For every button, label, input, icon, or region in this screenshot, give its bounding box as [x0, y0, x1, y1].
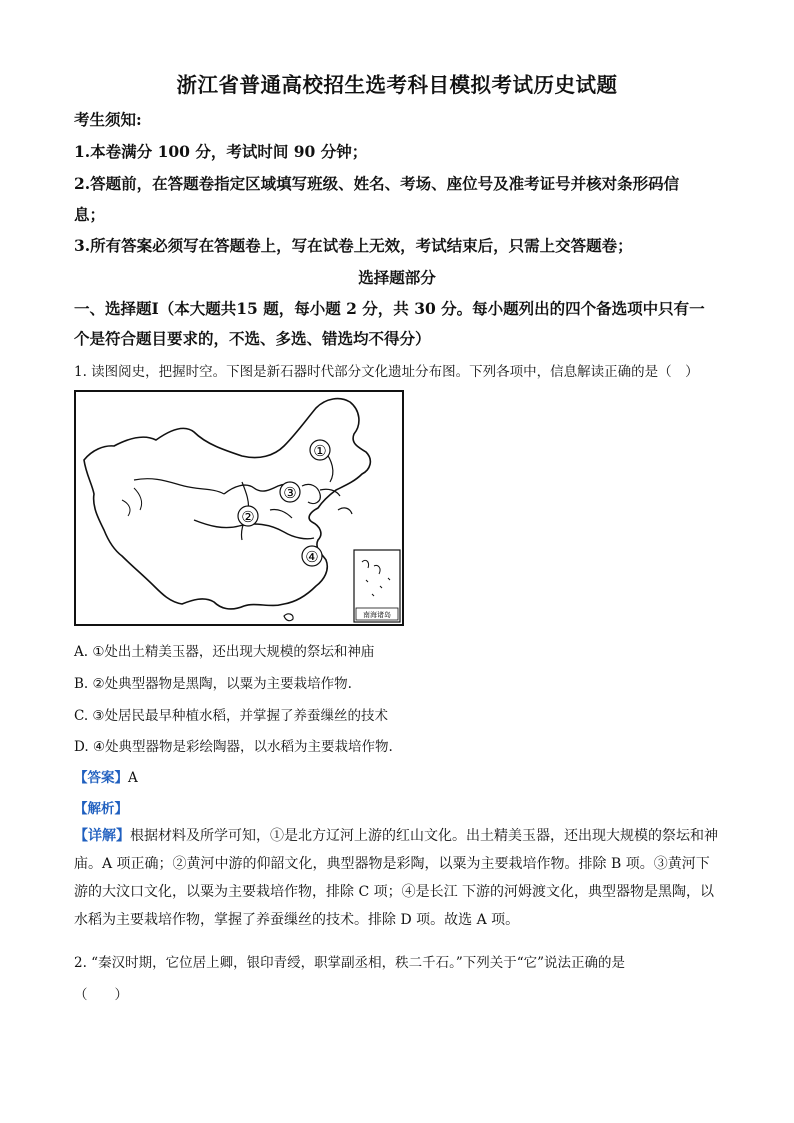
- answer-line: [74, 766, 138, 786]
- detail-paragraph: [74, 822, 722, 934]
- neolithic-sites-map: [74, 390, 404, 626]
- answer-label: 【答案】: [74, 770, 128, 786]
- detail-line-3: 游的大汶口文化，以粟为主要栽培作物，排除 C 项；④是长江 下游的河姆渡文化，典型器物是黑陶，以: [74, 884, 715, 900]
- page-title: 浙江省普通高校招生选考科目模拟考试历史试题: [176, 73, 618, 97]
- part1-heading-line2: 个是符合题目要求的，不选、多选、错选均不得分）: [74, 329, 431, 348]
- question-2-paren: （ ）: [74, 987, 128, 1003]
- detail-label: 【详解】: [74, 828, 130, 844]
- notice-item-1: 1.本卷满分 100 分，考试时间 90 分钟；: [74, 142, 368, 161]
- question-2-stem: 2. “秦汉时期，它位居上卿，银印青绶，职掌副丞相，秩二千石。”下列关于“它”说法正确的是: [74, 955, 626, 971]
- detail-line-4: 水稻为主要栽培作物，掌握了养蚕缫丝的技术。排除 D 项。故选 A 项。: [74, 912, 520, 928]
- option-d: D. ④处典型器物是彩绘陶器，以水稻为主要栽培作物.: [74, 739, 393, 755]
- question-1-stem: 1. 读图阅史，把握时空。下图是新石器时代部分文化遗址分布图。下列各项中，信息解读正确的是（ ）: [74, 364, 699, 380]
- section-title: 选择题部分: [358, 268, 436, 287]
- map-marker-3: ③: [283, 484, 297, 502]
- analysis-heading: [74, 797, 128, 817]
- part1-heading-line1: 一、选择题Ⅰ（本大题共15 题，每小题 2 分，共 30 分。每小题列出的四个备选项中只有一: [74, 299, 705, 318]
- option-b: B. ②处典型器物是黑陶，以粟为主要栽培作物.: [74, 676, 352, 692]
- option-a: A. ①处出土精美玉器，还出现大规模的祭坛和神庙: [74, 644, 375, 660]
- map-marker-2: ②: [241, 508, 255, 526]
- map-marker-1: ①: [313, 442, 327, 460]
- notice-item-2-cont: 息；: [74, 205, 106, 224]
- option-c: C. ③处居民最早种植水稻，并掌握了养蚕缫丝的技术: [74, 708, 389, 724]
- inset-label: 南海诸岛: [363, 611, 391, 619]
- notice-heading: 考生须知:: [74, 110, 142, 129]
- map-marker-4: ④: [305, 548, 319, 566]
- analysis-label: 【解析】: [74, 801, 128, 817]
- detail-line-2: 庙。A 项正确；②黄河中游的仰韶文化，典型器物是彩陶，以粟为主要栽培作物。排除 B 项。③黄河下: [74, 856, 710, 872]
- notice-item-3: 3.所有答案必须写在答题卷上，写在试卷上无效，考试结束后，只需上交答题卷；: [74, 236, 633, 255]
- detail-line-1: 【详解】根据材料及所学可知，①是北方辽河上游的红山文化。出土精美玉器，还出现大规模的祭坛和神: [74, 828, 718, 844]
- notice-item-2: 2.答题前，在答题卷指定区域填写班级、姓名、考场、座位号及准考证号并核对条形码信: [74, 174, 680, 193]
- answer-value: A: [128, 770, 138, 786]
